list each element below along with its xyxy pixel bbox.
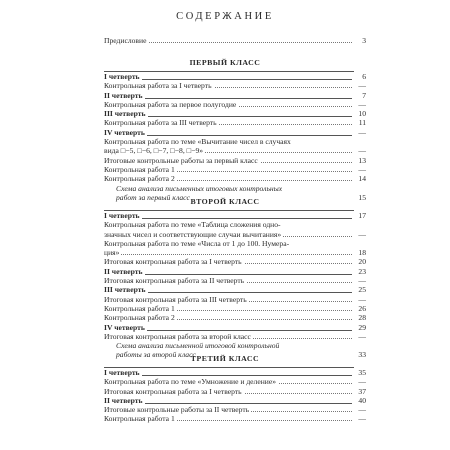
toc-entry-title: Контрольная работа 1 xyxy=(104,164,175,174)
toc-entry-page: 15 xyxy=(352,193,366,202)
toc-entry xyxy=(104,72,366,81)
toc-entry-title: Схема анализа письменной итоговой контрольной xyxy=(116,341,280,351)
toc-entry xyxy=(104,368,366,377)
toc-entry xyxy=(104,239,354,248)
toc-entry-page: 20 xyxy=(352,257,366,266)
toc-entry-title: Итоговая контрольная работа за II четверть xyxy=(104,276,245,286)
toc-entry-title: Контрольная работа по теме «Числа от 1 до 100. Нумера- xyxy=(104,238,290,248)
toc-entry-title: Контрольная работа 1 xyxy=(104,414,175,424)
toc-entry xyxy=(104,164,366,174)
preface-list xyxy=(104,36,366,45)
toc-list-first-class xyxy=(104,72,366,202)
page-title: СОДЕРЖАНИЕ xyxy=(176,11,274,22)
toc-entry-title: II четверть xyxy=(104,266,143,276)
toc-entry xyxy=(104,248,366,258)
toc-entry-title: Контрольная работа 2 xyxy=(104,313,175,323)
toc-entry-page: 29 xyxy=(352,323,366,332)
dot-leader xyxy=(104,254,354,255)
toc-entry-title: III четверть xyxy=(104,285,146,295)
toc-entry-title: Контрольная работа за первое полугодие xyxy=(104,99,237,109)
toc-entry xyxy=(104,294,366,304)
toc-entry xyxy=(104,155,366,165)
toc-entry xyxy=(104,99,366,109)
toc-entry-title: вида □−5, □−6, □−7, □−8, □−9» xyxy=(104,146,204,156)
toc-entry-title: IV четверть xyxy=(104,322,145,332)
toc-entry-title: Итоговая контрольная работа за III четверть xyxy=(104,294,247,304)
toc-entry xyxy=(104,414,366,424)
toc-entry-page: — xyxy=(352,377,366,386)
toc-entry xyxy=(104,341,354,350)
toc-entry xyxy=(104,229,366,239)
toc-entry-page: 17 xyxy=(352,211,366,220)
toc-entry xyxy=(104,109,366,119)
toc-entry xyxy=(104,377,366,387)
toc-entry-title: Итоговая контрольная работа за второй класс xyxy=(104,331,251,341)
toc-entry-title: Контрольная работа 1 xyxy=(104,303,175,313)
toc-entry xyxy=(104,118,366,128)
toc-entry-page: 28 xyxy=(352,313,366,322)
toc-entry-title: Итоговые контрольные работы за первый класс xyxy=(104,155,258,165)
toc-entry-title: Итоговая контрольная работа за I четверть xyxy=(104,257,242,267)
toc-entry-page: 11 xyxy=(352,118,366,127)
toc-entry xyxy=(104,322,366,332)
toc-entry-page: 26 xyxy=(352,304,366,313)
toc-entry-page: — xyxy=(352,295,366,304)
toc-entry-page: 13 xyxy=(352,156,366,165)
toc-entry-title: ция» xyxy=(104,248,120,258)
toc-entry-page: — xyxy=(352,81,366,90)
toc-entry-title: II четверть xyxy=(104,395,143,405)
toc-entry-page: 18 xyxy=(352,248,366,257)
toc-entry-page: — xyxy=(352,230,366,239)
section-heading-third-class: ТРЕТИЙ КЛАСС xyxy=(190,354,260,363)
toc-entry xyxy=(104,36,366,45)
toc-entry-page: 7 xyxy=(352,91,366,100)
toc-entry-title: I четверть xyxy=(104,368,140,377)
toc-entry-title: Контрольная работа по теме «Таблица сложения одно- xyxy=(104,220,281,230)
toc-entry-title: IV четверть xyxy=(104,127,145,137)
toc-entry xyxy=(104,146,366,156)
toc-entry-page: 33 xyxy=(352,350,366,359)
toc-entry xyxy=(104,276,366,286)
toc-entry xyxy=(104,313,366,323)
toc-entry-title: Схема анализа письменных итоговых контрольных xyxy=(116,183,283,193)
toc-entry xyxy=(104,386,366,396)
toc-entry xyxy=(104,257,366,267)
toc-entry xyxy=(104,127,366,137)
toc-entry-page: 25 xyxy=(352,285,366,294)
toc-entry-page: — xyxy=(352,146,366,155)
toc-entry xyxy=(104,81,366,91)
toc-entry-page: 14 xyxy=(352,174,366,183)
toc-entry-title: Контрольная работа по теме «Умножение и деление» xyxy=(104,377,277,387)
toc-entry xyxy=(104,184,354,193)
toc-entry-title: Предисловие xyxy=(104,36,147,45)
toc-entry-page: 40 xyxy=(352,396,366,405)
toc-entry-title: I четверть xyxy=(104,211,140,220)
toc-entry-title: значных чисел и соответствующие случаи вычитания» xyxy=(104,229,282,239)
toc-entry xyxy=(104,266,366,276)
toc-entry xyxy=(104,331,366,341)
toc-entry-page: — xyxy=(352,100,366,109)
toc-entry xyxy=(104,395,366,405)
toc-entry xyxy=(104,405,366,415)
toc-entry-title: работ за первый класс xyxy=(116,192,190,202)
toc-entry xyxy=(104,285,366,295)
toc-entry-page: — xyxy=(352,414,366,423)
toc-list-second-class xyxy=(104,211,366,360)
toc-entry xyxy=(104,220,354,229)
toc-entry-page: 3 xyxy=(352,36,366,45)
toc-entry-title: III четверть xyxy=(104,109,146,119)
toc-entry-title: Контрольная работа за III четверть xyxy=(104,118,217,128)
section-heading-first-class: ПЕРВЫЙ КЛАСС xyxy=(189,58,261,67)
toc-entry-title: Итоговая контрольная работа за I четверть xyxy=(104,386,242,396)
toc-entry-page: — xyxy=(352,276,366,285)
toc-entry xyxy=(104,90,366,100)
toc-entry-page: — xyxy=(352,165,366,174)
toc-entry-title: Контрольная работа 2 xyxy=(104,174,175,184)
toc-entry-title: Контрольная работа по теме «Вычитание чисел в случаях xyxy=(104,137,291,147)
toc-entry-page: — xyxy=(352,332,366,341)
toc-entry-page: 35 xyxy=(352,368,366,377)
toc-entry-page: 23 xyxy=(352,267,366,276)
toc-entry-page: 10 xyxy=(352,109,366,118)
toc-entry-page: — xyxy=(352,128,366,137)
toc-entry-title: I четверть xyxy=(104,72,140,81)
toc-entry-page: — xyxy=(352,405,366,414)
toc-entry xyxy=(104,211,366,220)
toc-entry-title: II четверть xyxy=(104,90,143,100)
toc-entry xyxy=(104,303,366,313)
toc-entry-title: работы за второй класс xyxy=(116,350,196,360)
toc-entry xyxy=(104,174,366,184)
toc-list-third-class xyxy=(104,368,366,424)
toc-entry xyxy=(104,137,354,146)
section-heading-second-class: ВТОРОЙ КЛАСС xyxy=(190,197,260,206)
toc-entry-title: Контрольная работа за I четверть xyxy=(104,81,212,91)
toc-entry-page: 37 xyxy=(352,387,366,396)
toc-entry-page: 6 xyxy=(352,72,366,81)
toc-entry-title: Итоговые контрольные работы за II четверть xyxy=(104,405,250,415)
